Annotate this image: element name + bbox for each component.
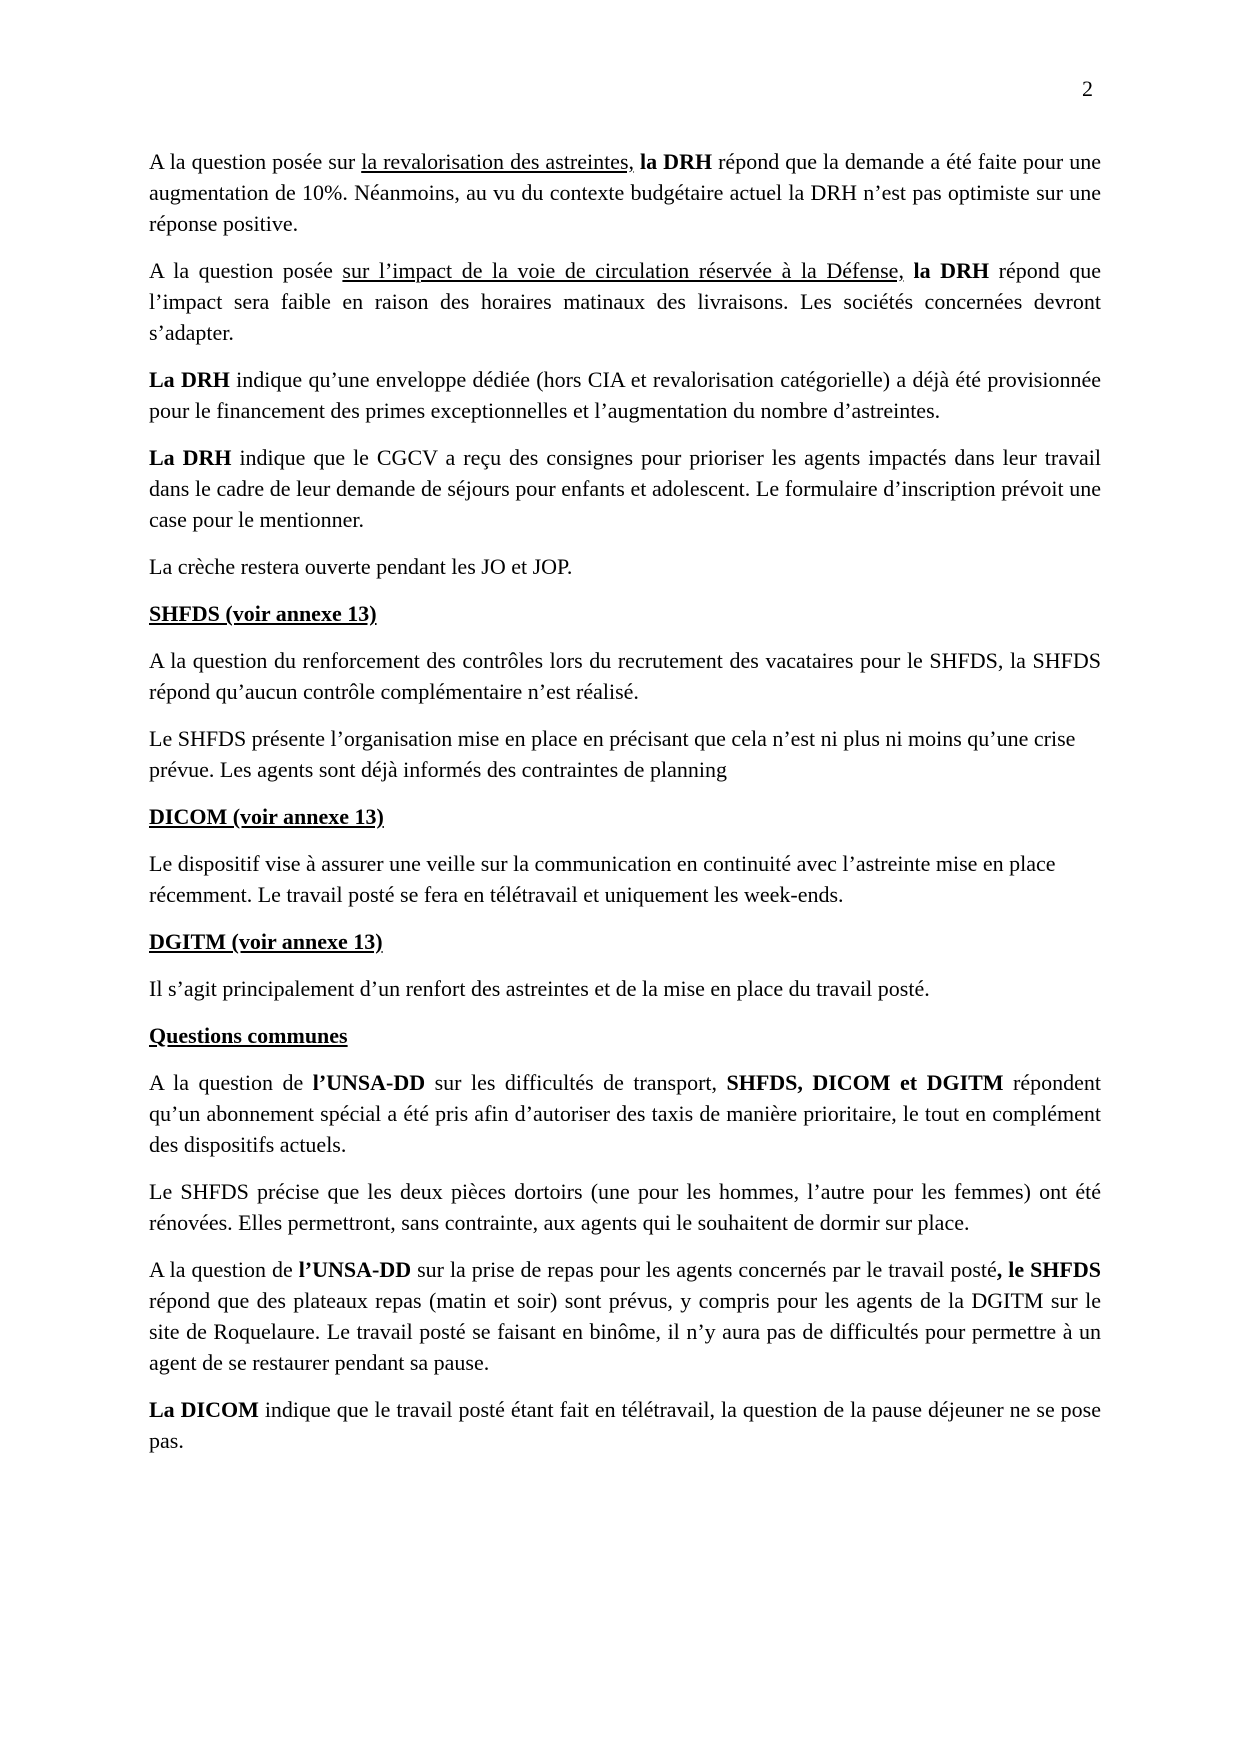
heading-dgitm: DGITM (voir annexe 13) (149, 929, 383, 954)
underlined-topic: la revalorisation des astreintes, (361, 149, 635, 174)
underlined-topic: sur l’impact de la voie de circulation réservée à la Défense, (342, 258, 904, 283)
document-body (149, 146, 1101, 1472)
bold-speaker: La DICOM (149, 1397, 259, 1422)
bold-speaker: La DRH (149, 445, 232, 470)
paragraph-creche: La crèche restera ouverte pendant les JO et JOP. (149, 554, 573, 579)
page-number: 2 (1082, 76, 1093, 101)
paragraph-dicom-dispositif: Le dispositif vise à assurer une veille sur la communication en continuité avec l’astreinte mise en place récemment. Le travail posté se fera en télétravail et uniquement les week-ends. (149, 851, 1056, 907)
heading-questions-communes: Questions communes (149, 1023, 348, 1048)
paragraph-shfds-organisation: Le SHFDS présente l’organisation mise en place en précisant que cela n’est ni plus ni moins qu’une crise prévue. Les agents sont déjà informés des contraintes de planning (149, 726, 1076, 782)
bold-speaker: la DRH (913, 258, 990, 283)
paragraph-cgcv: La DRH indique que le CGCV a reçu des consignes pour prioriser les agents impactés dans leur travail dans le cadre de leur demande de séjours pour enfants et adolescent. Le formulaire d’inscription prévoit une case pour le mentionner. (149, 445, 1101, 532)
paragraph-dgitm: Il s’agit principalement d’un renfort des astreintes et de la mise en place du travail posté. (149, 976, 930, 1001)
heading-shfds: SHFDS (voir annexe 13) (149, 601, 377, 626)
paragraph-shfds-controles: A la question du renforcement des contrôles lors du recrutement des vacataires pour le SHFDS, la SHFDS répond qu’aucun contrôle complémentaire n’est réalisé. (149, 648, 1101, 704)
heading-dicom: DICOM (voir annexe 13) (149, 804, 384, 829)
paragraph-dicom-pause: La DICOM indique que le travail posté étant fait en télétravail, la question de la pause déjeuner ne se pose pas. (149, 1397, 1102, 1453)
paragraph-voie-circulation: A la question posée sur l’impact de la voie de circulation réservée à la Défense, la DRH répond que l’impact sera faible en raison des horaires matinaux des livraisons. Les sociétés concernées devront s’adapter. (149, 258, 1102, 345)
paragraph-enveloppe: La DRH indique qu’une enveloppe dédiée (hors CIA et revalorisation catégorielle) a déjà été provisionnée pour le financement des primes exceptionnelles et l’augmentation du nombre d’astreintes. (149, 367, 1102, 423)
bold-speaker: l’UNSA-DD (298, 1257, 412, 1282)
bold-speaker: SHFDS, DICOM et DGITM (726, 1070, 1004, 1095)
paragraph-transport: A la question de l’UNSA-DD sur les difficultés de transport, SHFDS, DICOM et DGITM répondent qu’un abonnement spécial a été pris afin d’autoriser des taxis de manière prioritaire, le tout en complément des dispositifs actuels. (149, 1070, 1102, 1157)
bold-speaker: la DRH (640, 149, 713, 174)
bold-speaker: La DRH (149, 367, 230, 392)
bold-speaker: l’UNSA-DD (312, 1070, 426, 1095)
paragraph-repas: A la question de l’UNSA-DD sur la prise de repas pour les agents concernés par le travail posté, le SHFDS répond que des plateaux repas (matin et soir) sont prévus, y compris pour les agents de la DGITM sur le site de Roquelaure. Le travail posté se faisant en binôme, il n’y aura pas de difficultés pour permettre à un agent de se restaurer pendant sa pause. (149, 1257, 1101, 1375)
paragraph-dortoirs: Le SHFDS précise que les deux pièces dortoirs (une pour les hommes, l’autre pour les femmes) ont été rénovées. Elles permettront, sans contrainte, aux agents qui le souhaitent de dormir sur place. (149, 1179, 1101, 1235)
paragraph-astreintes: A la question posée sur la revalorisation des astreintes, la DRH répond que la demande a été faite pour une augmentation de 10%. Néanmoins, au vu du contexte budgétaire actuel la DRH n’est pas optimiste sur une réponse positive. (149, 149, 1102, 236)
bold-speaker: , le SHFDS (996, 1257, 1101, 1282)
